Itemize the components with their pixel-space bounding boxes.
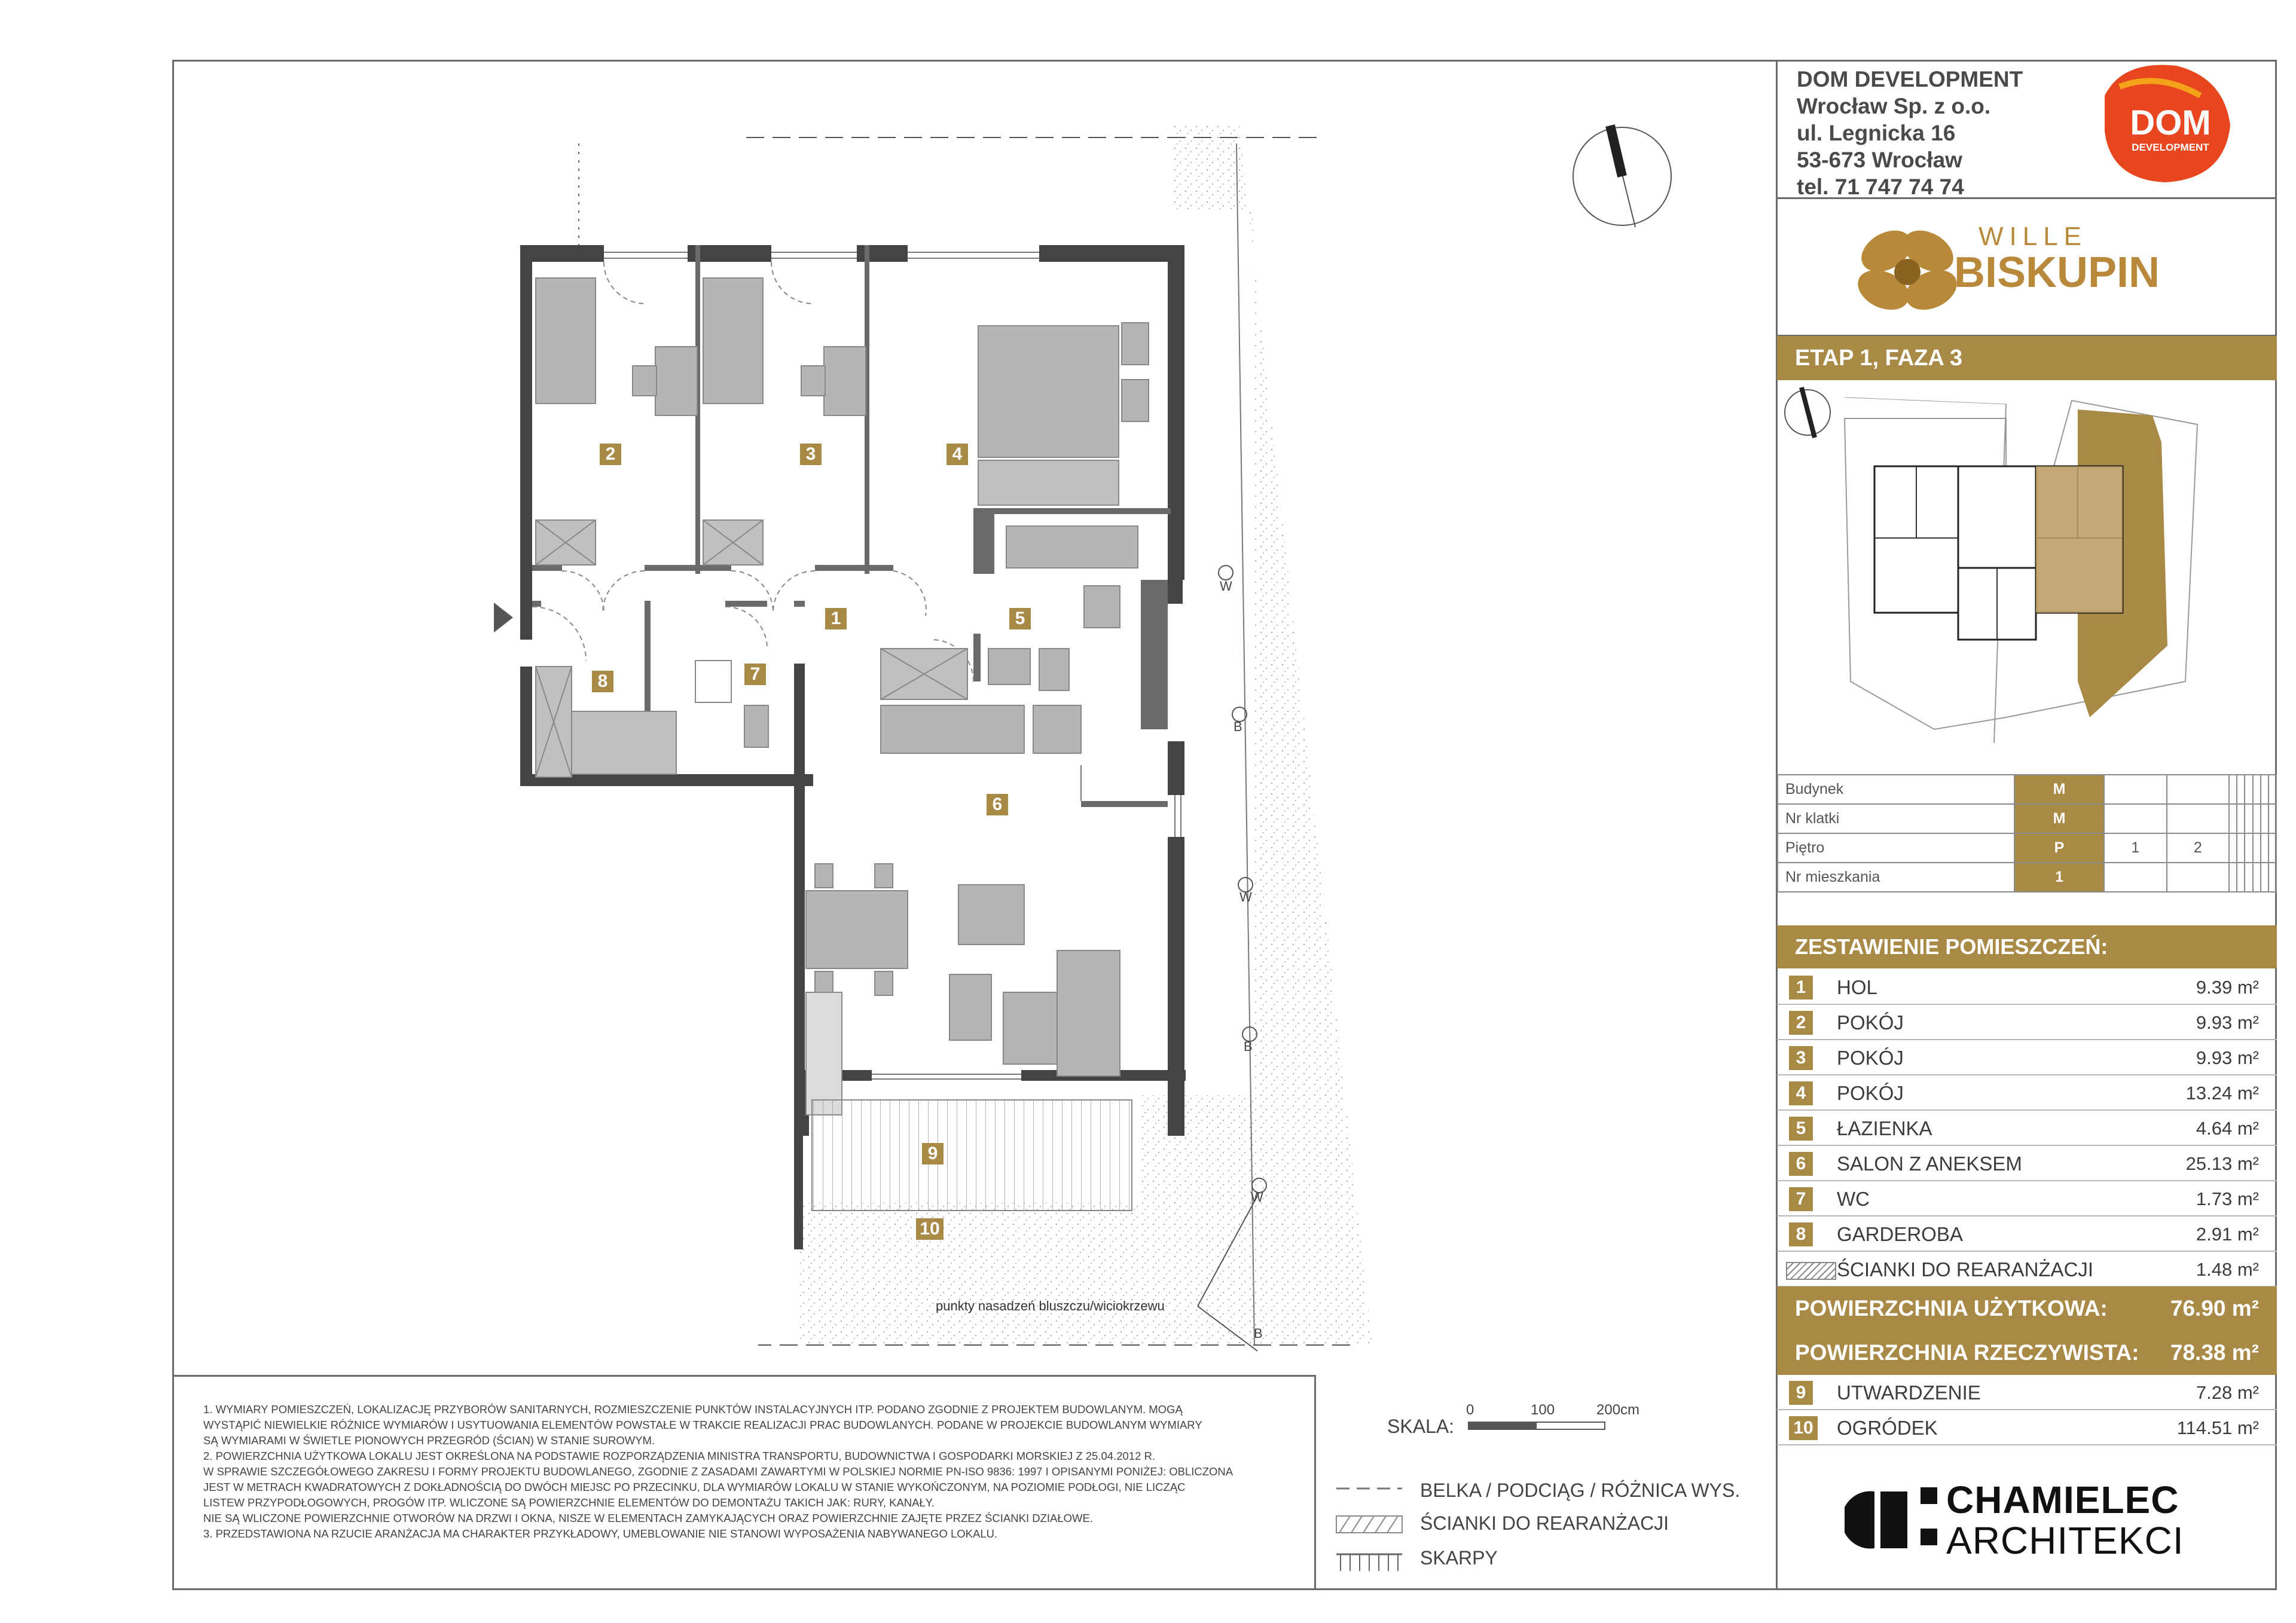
note-line: SĄ WYMIARAMI W ŚWIETLE PIONOWYCH PRZEGRÓD (ŚCIAN) W STANIE SUROWYM. xyxy=(203,1434,655,1447)
plant-tag-b: B xyxy=(1234,719,1242,734)
oak-leaf-icon xyxy=(1852,222,1964,318)
room-number: 7 xyxy=(1789,1187,1813,1211)
plan-label-9: 9 xyxy=(922,1143,944,1164)
logo-dom-text: DOM xyxy=(2130,103,2211,142)
room-row xyxy=(1777,1075,2277,1111)
extra-row xyxy=(1777,1375,2277,1410)
legend-partitions: ŚCIANKI DO REARANŻACJI xyxy=(1420,1512,1669,1534)
actual-area-value: 78.38 m² xyxy=(2170,1340,2259,1365)
spec-label: Nr klatki xyxy=(1778,804,2014,833)
usable-area-value: 76.90 m² xyxy=(2170,1296,2259,1321)
room-row xyxy=(1777,1146,2277,1181)
extra-area: 7.28 m² xyxy=(2196,1382,2259,1403)
plant-tag-w: W xyxy=(1239,890,1252,904)
extra-area: 114.51 m² xyxy=(2176,1417,2259,1438)
room-area: 25.13 m² xyxy=(2185,1153,2259,1174)
architect-name: CHAMIELEC xyxy=(1946,1478,2179,1521)
plan-label-2: 2 xyxy=(600,444,621,465)
chamielec-logo-icon xyxy=(1845,1488,1910,1554)
developer-city: 53-673 Wrocław xyxy=(1797,148,1962,172)
logo-wille: WILLE xyxy=(1978,222,2088,251)
furniture xyxy=(536,278,1149,1115)
specs-table xyxy=(1777,774,2277,893)
extra-name: OGRÓDEK xyxy=(1837,1417,1938,1439)
note-line: W SPRAWIE SZCZEGÓŁOWEGO ZAKRESU I FORMY PROJEKTU BUDOWLANEGO, ZGODNIE Z ZASADAMI ZAWARTYMI W POLSKIEJ NORMIE PN-ISO 9836: 1997 I OPISANYMI PONIŻEJ: OBLICZONA xyxy=(203,1465,1234,1478)
dom-development-logo xyxy=(2087,60,2242,191)
room-name: POKÓJ xyxy=(1837,1011,1904,1034)
note-line: LISTEW PRZYPODŁOGOWYCH, PROGÓW ITP. WLICZONE SĄ POWIERZCHNIE ELEMENTÓW DO DEMONTAŻU TAKICH JAK: RURY, KANAŁY. xyxy=(203,1496,935,1509)
divider xyxy=(1314,1375,1316,1590)
logo-development-text: DEVELOPMENT xyxy=(2132,142,2209,153)
divider xyxy=(172,1375,1315,1377)
usable-area-banner xyxy=(1777,1286,2277,1331)
legend-slopes: SKARPY xyxy=(1420,1547,1498,1569)
plant-note: punkty nasadzeń bluszczu/wiciokrzewu xyxy=(936,1298,1165,1313)
spec-row-building xyxy=(1778,775,2276,804)
floor-plan xyxy=(172,60,1775,1375)
scale-label: SKALA: xyxy=(1387,1416,1455,1437)
room-area: 4.64 m² xyxy=(2196,1118,2259,1139)
scale-bar xyxy=(1468,1422,1605,1430)
north-arrow-icon xyxy=(1785,387,1830,438)
room-name: SALON Z ANEKSEM xyxy=(1837,1153,2022,1175)
stage-banner: ETAP 1, FAZA 3 xyxy=(1777,336,2277,380)
plan-label-7: 7 xyxy=(744,664,766,685)
room-row xyxy=(1777,1040,2277,1075)
room-name: HOL xyxy=(1837,976,1877,998)
hatch-swatch-icon xyxy=(1786,1262,1836,1280)
spec-value: M xyxy=(2014,775,2104,804)
actual-area-label: POWIERZCHNIA RZECZYWISTA: xyxy=(1795,1340,2139,1365)
spec-label: Piętro xyxy=(1778,833,2014,863)
room-row xyxy=(1777,970,2277,1005)
architect-line2: ARCHITEKCI xyxy=(1946,1519,2184,1562)
developer-address xyxy=(1797,66,2023,200)
extra-row xyxy=(1777,1410,2277,1445)
scale-tick-0: 0 xyxy=(1466,1402,1474,1418)
partition-hatch-icon xyxy=(1336,1516,1402,1533)
room-number: 1 xyxy=(1789,976,1813,1000)
actual-area-banner xyxy=(1777,1331,2277,1375)
developer-phone: tel. 71 747 74 74 xyxy=(1797,175,1964,199)
room-area: 2.91 m² xyxy=(2196,1224,2259,1245)
extra-name: UTWARDZENIE xyxy=(1837,1381,1981,1404)
rooms-header: ZESTAWIENIE POMIESZCZEŃ: xyxy=(1777,925,2277,968)
room-name: GARDEROBA xyxy=(1837,1223,1963,1245)
terrace-paving xyxy=(812,1100,1132,1211)
scale-tick-100: 100 xyxy=(1531,1402,1555,1418)
room-name: POKÓJ xyxy=(1837,1082,1904,1104)
spec-row-floor xyxy=(1778,833,2276,863)
room-row xyxy=(1777,1181,2277,1217)
spec-value: M xyxy=(2014,804,2104,833)
plant-tag-w: W xyxy=(1251,1190,1263,1205)
room-name: POKÓJ xyxy=(1837,1047,1904,1069)
spec-label: Budynek xyxy=(1778,775,2014,804)
room-area: 9.39 m² xyxy=(2196,977,2259,998)
room-number: 3 xyxy=(1789,1046,1813,1070)
site-key-plan xyxy=(1779,383,2275,759)
room-number: 6 xyxy=(1789,1152,1813,1176)
spec-row-flat xyxy=(1778,863,2276,892)
developer-street: ul. Legnicka 16 xyxy=(1797,121,1956,145)
logo-biskupin: BISKUPIN xyxy=(1953,249,2160,297)
plan-label-4: 4 xyxy=(947,444,968,465)
legend-symbols xyxy=(1333,1477,1411,1578)
room-area: 9.93 m² xyxy=(2196,1012,2259,1033)
note-line: WYSTĄPIĆ NIEWIELKIE RÓŻNICE WYMIARÓW I USYTUOWANIA ELEMENTÓW POWSTAŁE W TRAKCIE REALIZACJI PRAC BUDOWLANYCH. PODANE W PROJEKCIE BUDOWLANYM WYMIARY xyxy=(203,1419,1202,1431)
plan-label-3: 3 xyxy=(800,444,822,465)
plan-label-6: 6 xyxy=(987,794,1008,815)
spec-value: 1 xyxy=(2104,833,2167,863)
spec-value: 1 xyxy=(2014,863,2104,892)
slope-icon xyxy=(1336,1554,1402,1571)
room-name: WC xyxy=(1837,1188,1870,1210)
chamielec-square-icon xyxy=(1921,1529,1937,1545)
room-number: 8 xyxy=(1789,1222,1813,1246)
developer-name: DOM DEVELOPMENT xyxy=(1797,67,2023,91)
partition-row xyxy=(1777,1252,2277,1287)
entry-arrow-icon xyxy=(494,603,513,632)
wille-biskupin-logo xyxy=(1836,200,2218,332)
room-number: 4 xyxy=(1789,1081,1813,1105)
room-number: 5 xyxy=(1789,1117,1813,1141)
plan-label-5: 5 xyxy=(1009,608,1031,629)
spec-label: Nr mieszkania xyxy=(1778,863,2014,892)
plant-tag-b: B xyxy=(1254,1326,1263,1341)
plant-tag-b: B xyxy=(1244,1039,1253,1054)
extras-list xyxy=(1777,1375,2277,1445)
legend-beam: BELKA / PODCIĄG / RÓŻNICA WYS. xyxy=(1420,1480,1741,1501)
extra-number: 9 xyxy=(1789,1381,1813,1405)
room-area: 9.93 m² xyxy=(2196,1047,2259,1068)
plant-tag-w: W xyxy=(1220,579,1232,594)
note-line: 2. POWIERZCHNIA UŻYTKOWA LOKALU JEST OKREŚLONA NA PODSTAWIE ROZPORZĄDZENIA MINISTRA TRANSPORTU, BUDOWNICTWA I GOSPODARKI MORSKIEJ Z 25.04.2012 R. xyxy=(203,1450,1155,1462)
plan-label-8: 8 xyxy=(592,671,613,692)
spec-row-stair xyxy=(1778,804,2276,833)
room-number: 2 xyxy=(1789,1011,1813,1035)
developer-company: Wrocław Sp. z o.o. xyxy=(1797,94,1991,118)
spec-value: 2 xyxy=(2167,833,2230,863)
plan-label-1: 1 xyxy=(825,608,847,629)
partition-name: ŚCIANKI DO REARANŻACJI xyxy=(1837,1258,2094,1280)
note-line: 1. WYMIARY POMIESZCZEŃ, LOKALIZACJĘ PRZYBORÓW SANITARNYCH, ROZMIESZCZENIE PUNKTÓW INSTALACYJNYCH ITP. PODANO ZGODNIE Z PROJEKTEM BUDOWLANYM. MOGĄ xyxy=(203,1403,1183,1416)
scale-tick-200: 200cm xyxy=(1596,1402,1640,1418)
spec-value: P xyxy=(2014,833,2104,863)
north-arrow-icon xyxy=(1573,126,1671,227)
partition-area: 1.48 m² xyxy=(2196,1259,2259,1280)
note-line: 3. PRZEDSTAWIONA NA RZUCIE ARANŻACJA MA CHARAKTER PRZYKŁADOWY, UMEBLOWANIE NIE STANOWI WYPOSAŻENIA NABYWANEGO LOKALU. xyxy=(203,1527,998,1540)
room-row xyxy=(1777,1217,2277,1252)
room-row xyxy=(1777,1111,2277,1146)
room-row xyxy=(1777,1005,2277,1040)
extra-number: 10 xyxy=(1789,1416,1818,1440)
rooms-list xyxy=(1777,970,2277,1287)
chamielec-square-icon xyxy=(1921,1487,1937,1504)
plan-label-10: 10 xyxy=(916,1218,944,1240)
usable-area-label: POWIERZCHNIA UŻYTKOWA: xyxy=(1795,1296,2108,1321)
room-area: 13.24 m² xyxy=(2185,1083,2259,1104)
notes xyxy=(203,1402,1292,1542)
room-area: 1.73 m² xyxy=(2196,1188,2259,1209)
note-line: JEST W METRACH KWADRATOWYCH Z DOKŁADNOŚCIĄ DO DWÓCH MIEJSC PO PRZECINKU, DLA WYMIARÓW LOKALU W STANIE WYKOŃCZONYM, NA POZIOMIE PODŁOGI, NIE LICZĄC xyxy=(203,1481,1186,1493)
room-name: ŁAZIENKA xyxy=(1837,1117,1932,1139)
note-line: NIE SĄ WLICZONE POWIERZCHNIE OTWORÓW NA DRZWI I OKNA, NISZE W ELEMENTACH ZAMYKAJĄCYCH ORAZ POWIERZCHNIE ZAJĘTE PRZEZ ŚCIANKI DZIAŁOWE. xyxy=(203,1512,1093,1524)
